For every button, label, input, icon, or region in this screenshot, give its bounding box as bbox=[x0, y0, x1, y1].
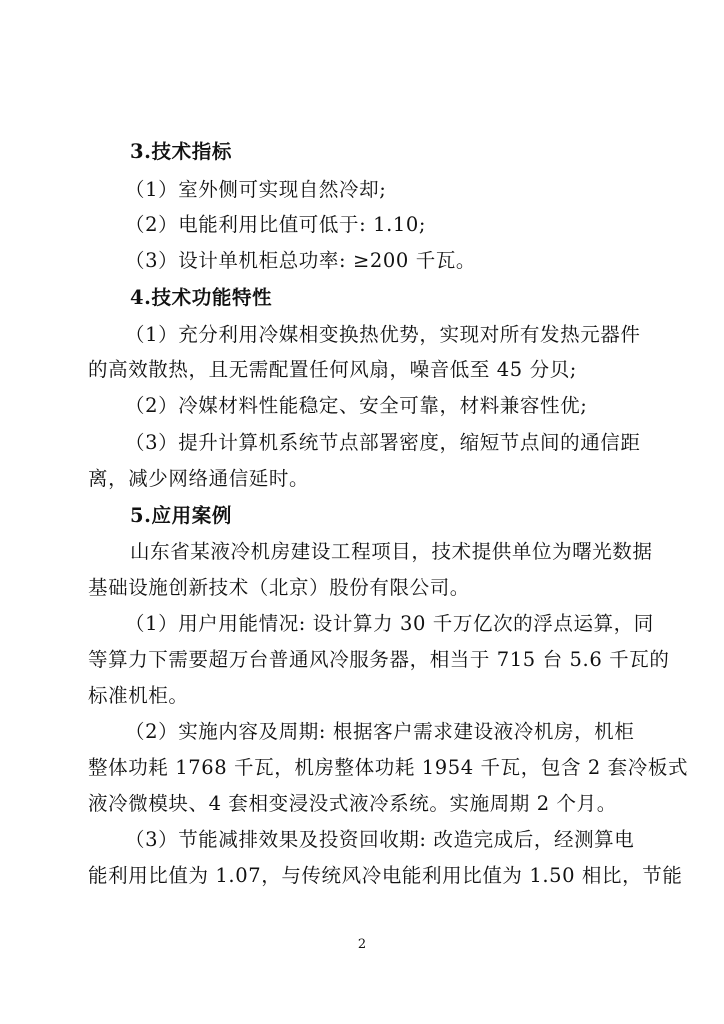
indicator-item-1: （1）室外侧可实现自然冷却; bbox=[125, 178, 387, 201]
feature-item-1-line-1: （1）充分利用冷媒相变换热优势，实现对所有发热元器件 bbox=[125, 323, 641, 346]
case-item-2-line-3: 液冷微模块、4 套相变浸没式液冷系统。实施周期 2 个月。 bbox=[88, 792, 617, 815]
feature-item-1-line-2: 的高效散热，且无需配置任何风扇，噪音低至 45 分贝; bbox=[88, 358, 577, 381]
case-item-1-line-1: （1）用户用能情况: 设计算力 30 千万亿次的浮点运算，同 bbox=[125, 612, 654, 635]
case-intro-line-1: 山东省某液冷机房建设工程项目，技术提供单位为曙光数据 bbox=[130, 540, 653, 563]
case-item-2-line-2: 整体功耗 1768 千瓦，机房整体功耗 1954 千瓦，包含 2 套冷板式 bbox=[88, 756, 689, 779]
feature-item-2: （2）冷媒材料性能稳定、安全可靠，材料兼容性优; bbox=[125, 394, 588, 417]
case-item-3-line-2: 能利用比值为 1.07，与传统风冷电能利用比值为 1.50 相比，节能 bbox=[88, 864, 683, 887]
feature-item-3-line-1: （3）提升计算机系统节点部署密度，缩短节点间的通信距 bbox=[125, 431, 641, 454]
case-item-1-line-3: 标准机柜。 bbox=[88, 684, 189, 707]
indicator-item-2: （2）电能利用比值可低于: 1.10; bbox=[125, 213, 427, 236]
case-intro-line-2: 基础设施创新技术（北京）股份有限公司。 bbox=[88, 576, 470, 599]
heading-technical-features: 4.技术功能特性 bbox=[130, 286, 273, 309]
case-item-1-line-2: 等算力下需要超万台普通风冷服务器，相当于 715 台 5.6 千瓦的 bbox=[88, 648, 670, 671]
case-item-2-line-1: （2）实施内容及周期: 根据客户需求建设液冷机房，机柜 bbox=[125, 720, 635, 743]
case-item-3-line-1: （3）节能减排效果及投资回收期: 改造完成后，经测算电 bbox=[125, 828, 635, 851]
indicator-item-3: （3）设计单机柜总功率: ≥200 千瓦。 bbox=[125, 249, 477, 272]
heading-technical-indicators: 3.技术指标 bbox=[130, 140, 232, 163]
heading-application-case: 5.应用案例 bbox=[130, 504, 232, 527]
feature-item-3-line-2: 离，减少网络通信延时。 bbox=[88, 467, 310, 490]
page-number: 2 bbox=[357, 937, 367, 952]
